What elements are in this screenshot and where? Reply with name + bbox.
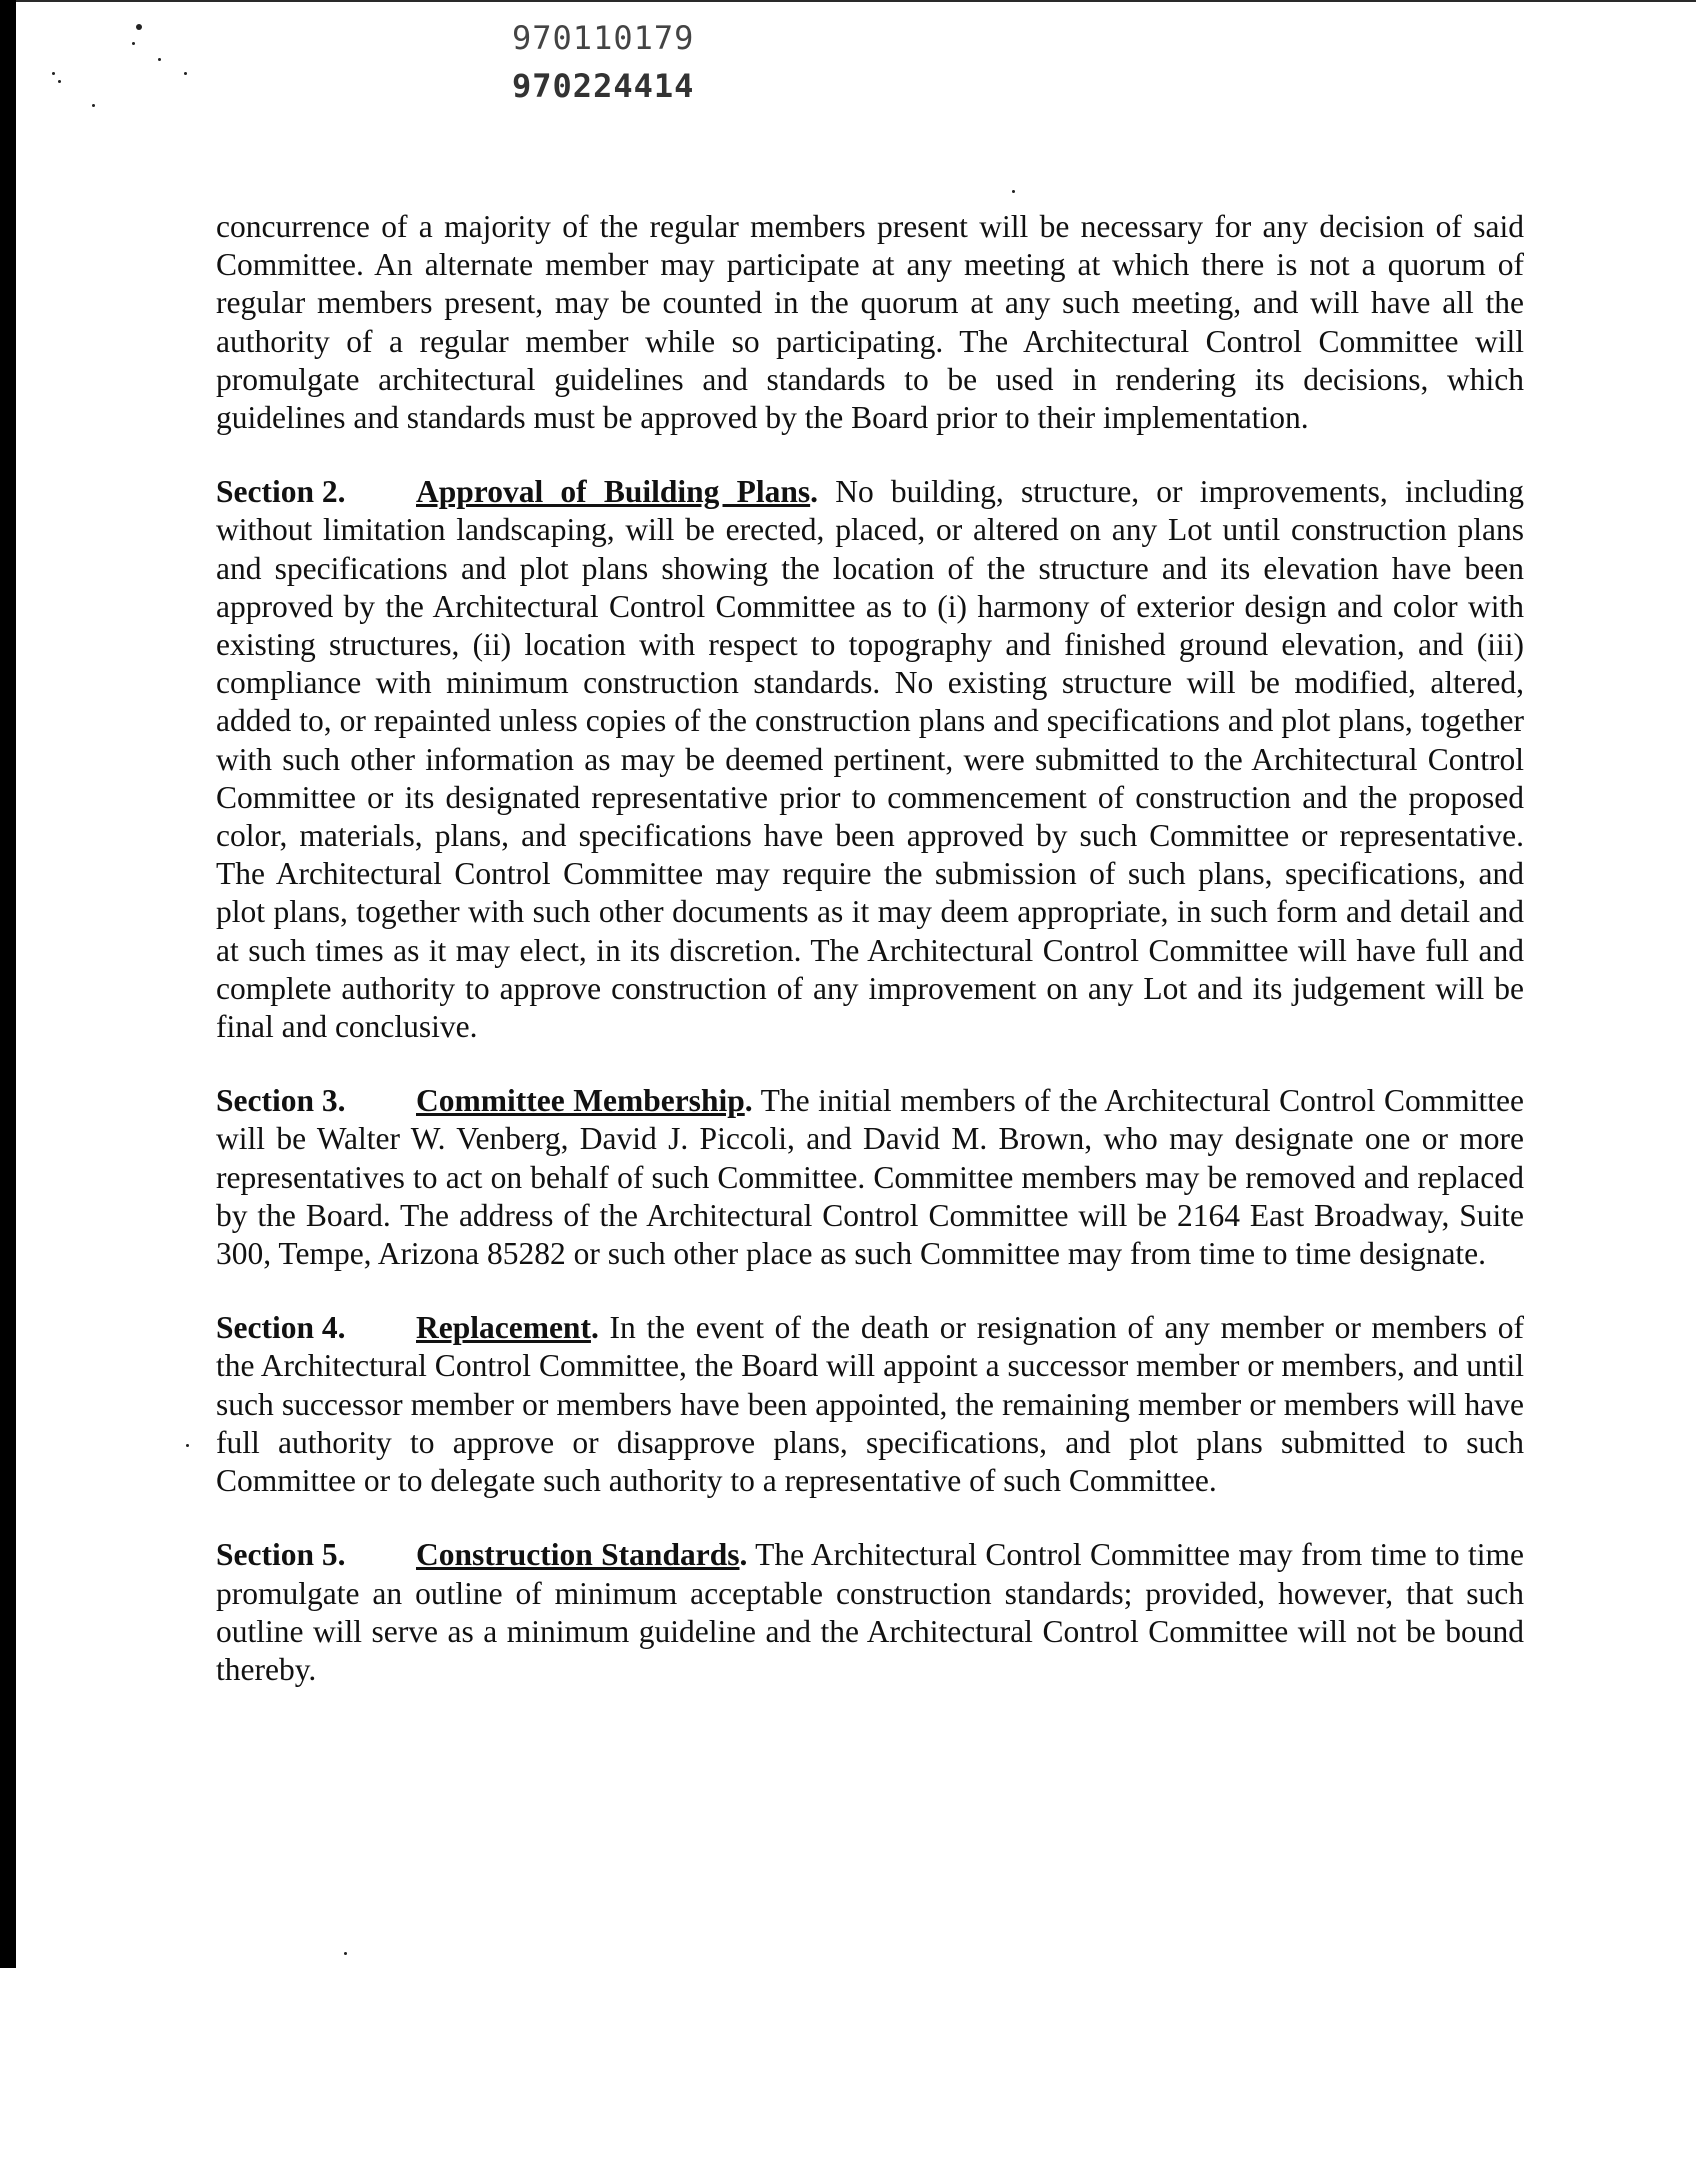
recording-stamp-number: 970224414: [512, 67, 695, 105]
section-number: Section 5.: [216, 1537, 346, 1573]
section-5-paragraph: Section 5. Construction Standards. The Architectural Control Committee may from time to time promulgate an outline of minimum acceptable construction standards; provided, however, that such outline will serve as a minimum guideline and the Architectural Control Committee will not be bound thereby.: [216, 1537, 1524, 1687]
section-2-paragraph: Section 2. Approval of Building Plans. No building, structure, or improvements, including without limitation landscaping, will be erected, placed, or altered on any Lot until construction plans and specifications and plot plans showing the location of the structure and its elevation have been approved by the Architectural Control Committee as to (i) harmony of exterior design and color with existing structures, (ii) location with respect to topography and finished ground elevation, and (iii) compliance with minimum construction standards. No existing structure will be modified, altered, added to, or repainted unless copies of the construction plans and specifications and plot plans, together with such other information as may be deemed pertinent, were submitted to the Architectural Control Committee or its designated representative prior to commencement of construction and the proposed color, materials, plans, and specifications have been approved by such Committee or representative. The Architectural Control Committee may require the submission of such plans, specifications, and plot plans, together with such other documents as it may deem appropriate, in such form and detail and at such times as it may elect, in its discretion. The Architectural Control Committee will have full and complete authority to approve construction of any improvement on any Lot and its judgement will be final and conclusive.: [216, 474, 1524, 1045]
section-title: Approval of Building Plans: [416, 474, 811, 510]
scan-speck: [158, 58, 161, 61]
scan-top-edge: [16, 0, 1696, 2]
section-title: Committee Membership: [416, 1083, 745, 1119]
scan-speck: [344, 1952, 347, 1955]
scan-speck: [58, 80, 61, 83]
scan-speck: [184, 72, 187, 75]
scan-speck: [132, 42, 135, 45]
scan-speck: [136, 24, 142, 30]
section-body: No building, structure, or improvements, including without limitation landscaping, will be erected, placed, or altered on any Lot until construction plans and specifications and plot plans showing the location of the structure and its elevation have been approved by the Architectural Control Committee as to (i) harmony of exterior design and color with existing structures, (ii) location with respect to topography and finished ground elevation, and (iii) compliance with minimum construction standards. No existing structure will be modified, altered, added to, or repainted unless copies of the construction plans and specifications and plot plans, together with such other information as may be deemed pertinent, were submitted to the Architectural Control Committee or its designated representative prior to commencement of construction and the proposed color, materials, plans, and specifications have been approved by such Committee or representative. The Architectural Control Committee may require the submission of such plans, specifications, and plot plans, together with such other documents as it may deem appropriate, in such form and detail and at such times as it may elect, in its discretion. The Architectural Control Committee will have full and complete authority to approve construction of any improvement on any Lot and its judgement will be final and conclusive.: [216, 474, 1524, 1045]
section-3-paragraph: Section 3. Committee Membership. The initial members of the Architectural Control Committee will be Walter W. Venberg, David J. Piccoli, and David M. Brown, who may designate one or more representatives to act on behalf of such Committee. Committee members may be removed and replaced by the Board. The address of the Architectural Control Committee will be 2164 East Broadway, Suite 300, Tempe, Arizona 85282 or such other place as such Committee may from time to time designate.: [216, 1083, 1524, 1272]
section-number: Section 4.: [216, 1310, 346, 1346]
intro-paragraph: concurrence of a majority of the regular members present will be necessary for any decision of said Committee. An alternate member may participate at any meeting at which there is not a quorum of regular members present, may be counted in the quorum at any such meeting, and will have all the authority of a regular member while so participating. The Architectural Control Committee will promulgate architectural guidelines and standards to be used in rendering its decisions, which guidelines and standards must be approved by the Board prior to their implementation.: [216, 209, 1524, 436]
section-4-paragraph: Section 4. Replacement. In the event of the death or resignation of any member or members of the Architectural Control Committee, the Board will appoint a successor member or members, and until such successor member or members have been appointed, the remaining member or members will have full authority to approve or disapprove plans, specifications, and plot plans submitted to such Committee or to delegate such authority to a representative of such Committee.: [216, 1310, 1524, 1499]
section-body: The Architectural Control Committee may from time to time promulgate an outline of minimum acceptable construction standards; provided, however, that such outline will serve as a minimum guideline and the Architectural Control Committee will not be bound thereby.: [216, 1537, 1524, 1687]
section-title: Construction Standards: [416, 1537, 740, 1573]
document-body: [216, 208, 1524, 1725]
section-body: The initial members of the Architectural Control Committee will be Walter W. Venberg, David J. Piccoli, and David M. Brown, who may designate one or more representatives to act on behalf of such Committee. Committee members may be removed and replaced by the Board. The address of the Architectural Control Committee will be 2164 East Broadway, Suite 300, Tempe, Arizona 85282 or such other place as such Committee may from time to time designate.: [216, 1083, 1524, 1272]
scan-speck: [52, 72, 55, 75]
recording-stamp-number: 970110179: [512, 19, 695, 57]
scan-speck: [92, 104, 95, 107]
section-body: In the event of the death or resignation of any member or members of the Architectural Control Committee, the Board will appoint a successor member or members, and until such successor member or members have been appointed, the remaining member or members will have full authority to approve or disapprove plans, specifications, and plot plans submitted to such Committee or to delegate such authority to a representative of such Committee.: [216, 1310, 1524, 1499]
scan-left-edge: [0, 0, 16, 1968]
scan-speck: [186, 1444, 189, 1447]
section-number: Section 3.: [216, 1083, 346, 1119]
section-title: Replacement: [416, 1310, 591, 1346]
scan-speck: [1012, 190, 1015, 193]
section-number: Section 2.: [216, 474, 346, 510]
